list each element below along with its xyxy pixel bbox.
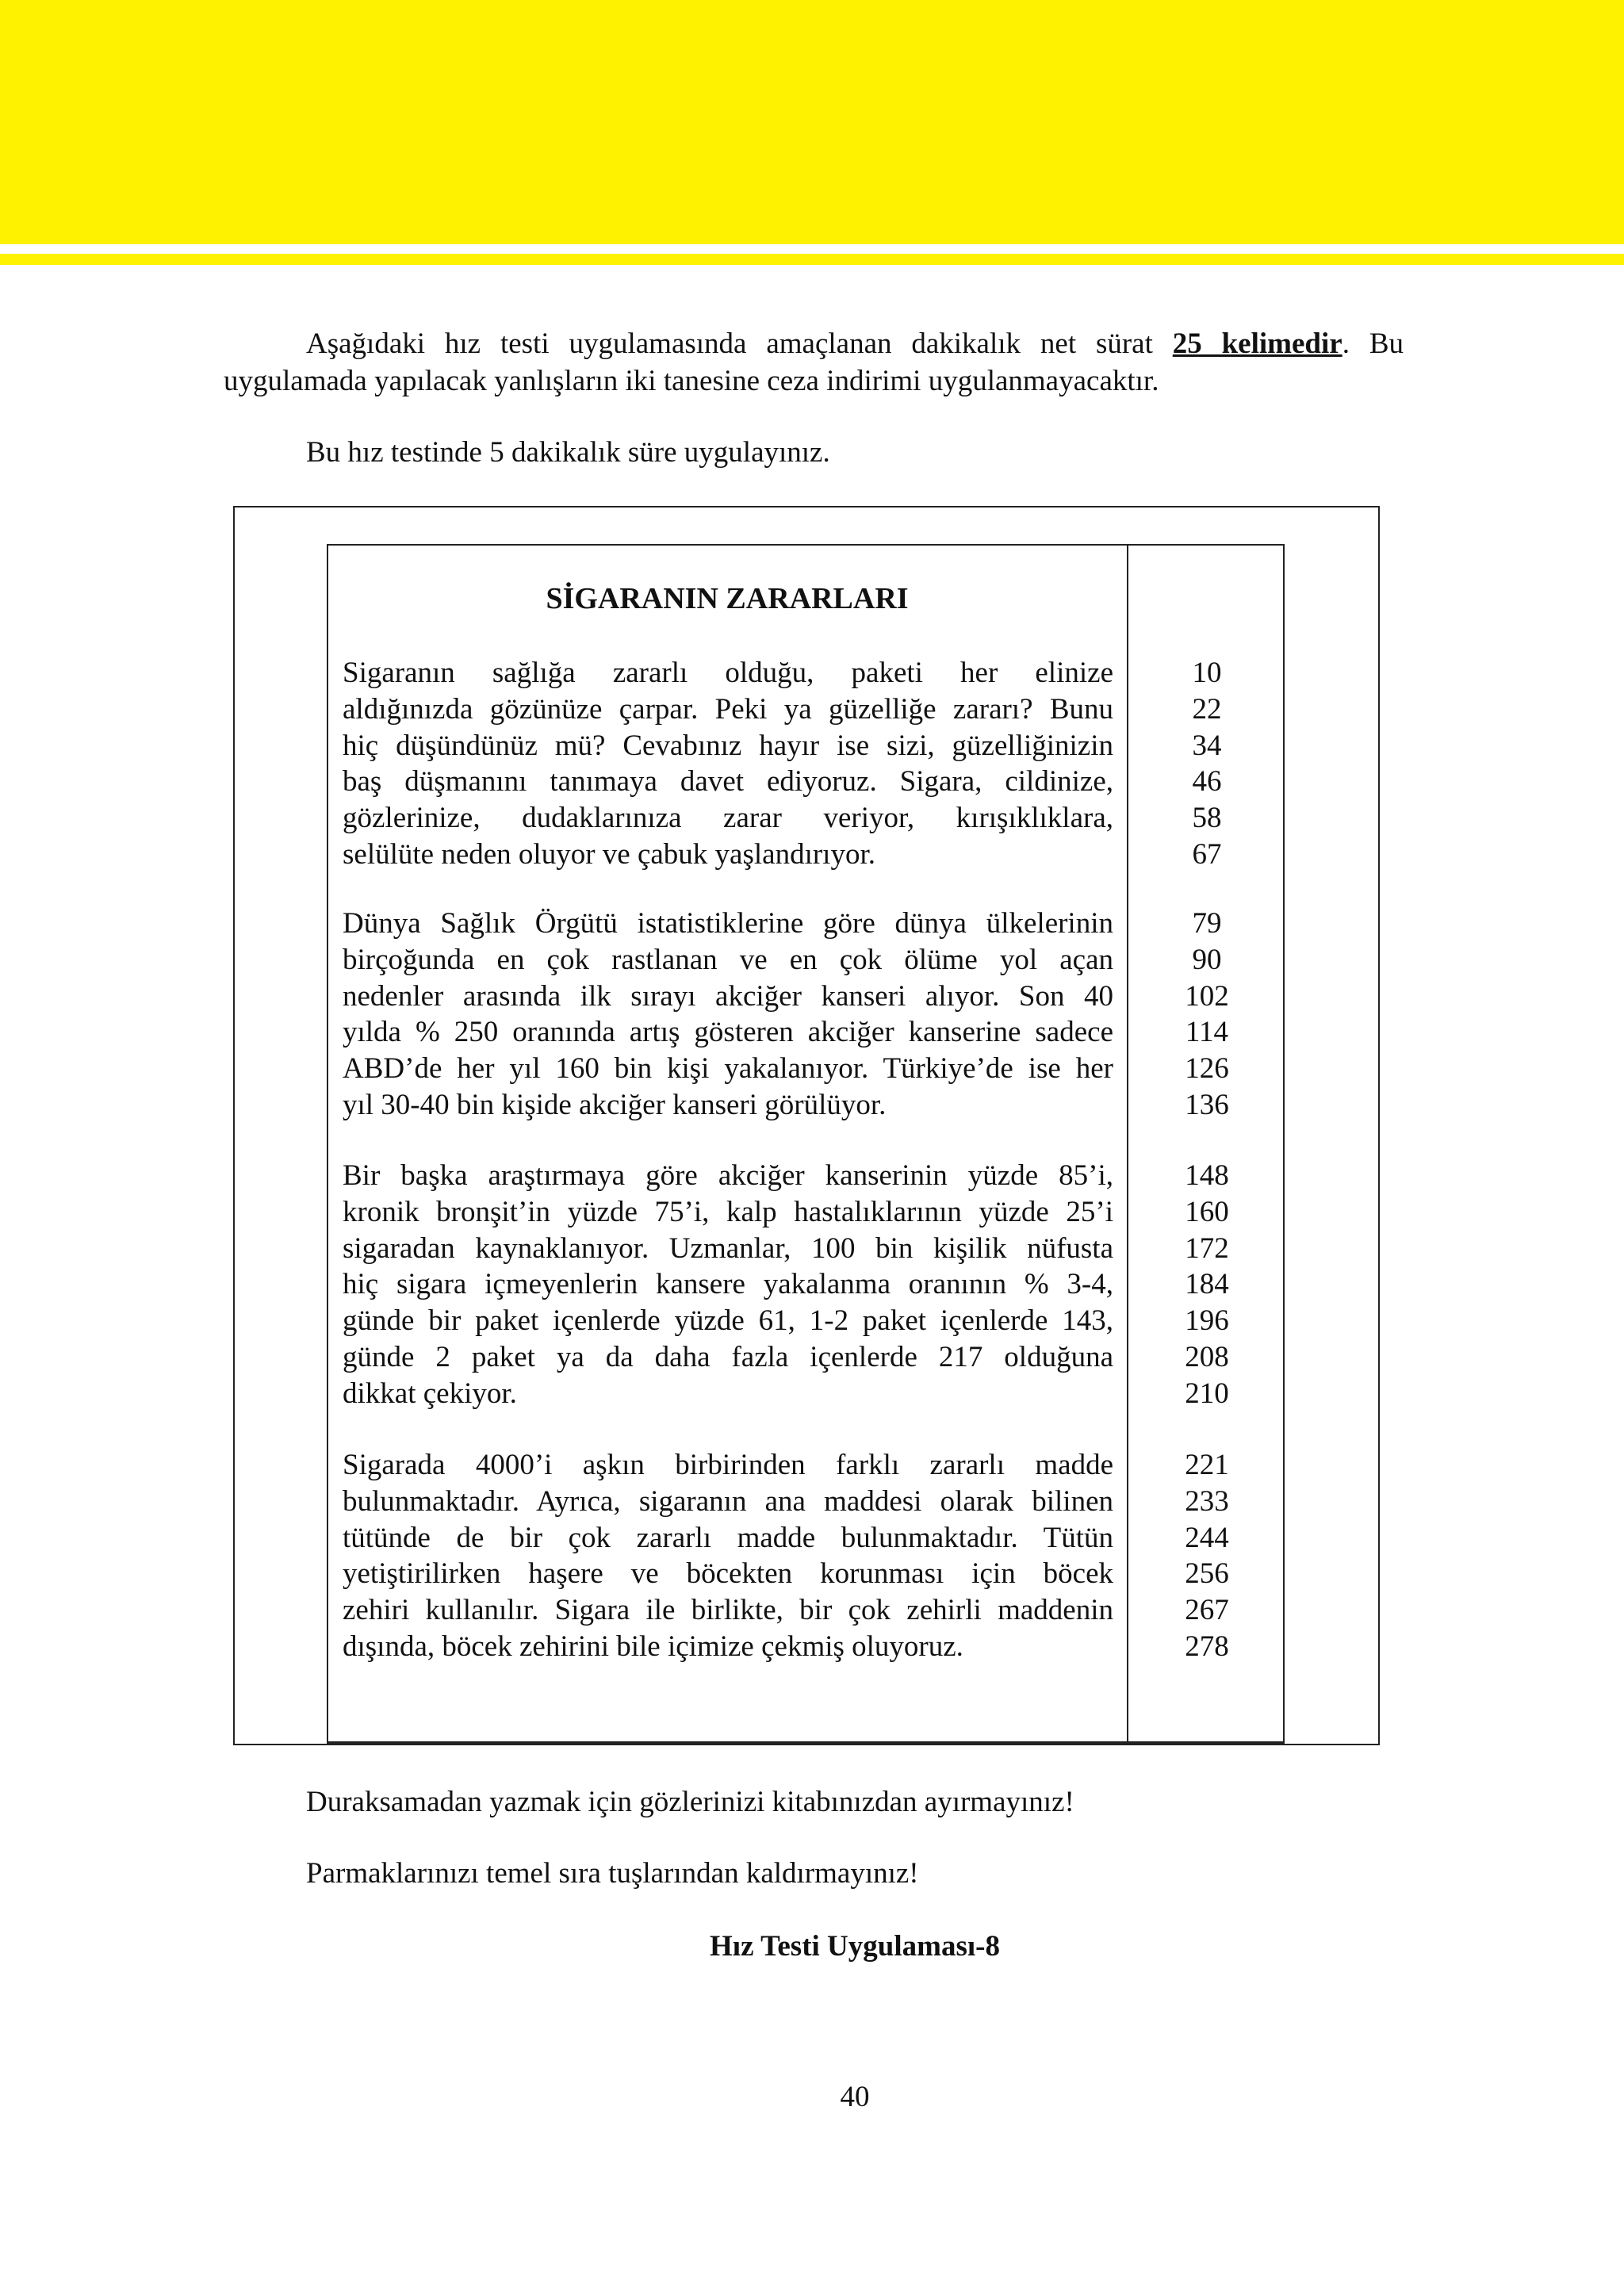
word-count: 256: [1185, 1557, 1229, 1591]
passage-line: yıl 30-40 bin kişide akciğer kanseri görülüyor.: [343, 1088, 887, 1121]
word-count: 46: [1192, 765, 1222, 799]
word-count: 208: [1185, 1340, 1229, 1373]
header-stripe: [0, 254, 1624, 265]
header-color-band: [0, 0, 1624, 244]
target-speed: 25 kelimedir: [1172, 327, 1342, 360]
passage-line: birçoğunda en çok rastlanan ve en çok ölüme yol açan: [343, 943, 1113, 976]
word-count: 102: [1185, 979, 1229, 1013]
word-count-group: [1129, 1447, 1285, 1665]
passage-line: sigaradan kaynaklanıyor. Uzmanlar, 100 bin kişilik nüfusta: [343, 1231, 1113, 1265]
passage-line: Bir başka araştırmaya göre akciğer kanserinin yüzde 85’i,: [343, 1159, 1113, 1192]
word-count: 278: [1185, 1630, 1229, 1663]
test-text-title: SİGARANIN ZARARLARI: [546, 582, 909, 615]
passage-line: ABD’de her yıl 160 bin kişi yakalanıyor. Türkiye’de ise her: [343, 1052, 1113, 1086]
word-count: 244: [1185, 1521, 1229, 1554]
duration-instruction: Bu hız testinde 5 dakikalık süre uygulayınız.: [306, 436, 830, 469]
word-count: 136: [1185, 1088, 1229, 1121]
passage-line: zehiri kullanılır. Sigara ile birlikte, bir çok zehirli maddenin: [343, 1594, 1113, 1627]
word-count: 10: [1192, 657, 1222, 689]
passage-line: Sigaranın sağlığa zararlı olduğu, paketi her elinize: [343, 657, 1113, 689]
passage-line: hiç düşündünüz mü? Cevabınız hayır ise sizi, güzelliğinizin: [343, 729, 1113, 762]
passage-line: nedenler arasında ilk sırayı akciğer kanseri alıyor. Son 40: [343, 979, 1113, 1013]
passage-paragraph: [343, 1447, 1113, 1665]
word-count: 160: [1185, 1195, 1229, 1228]
passage-paragraph: [343, 655, 1113, 873]
passage-line: yetiştirilirken haşere ve böcekten korunması için böcek: [343, 1557, 1113, 1591]
word-count: 90: [1192, 943, 1222, 976]
passage-line: Sigarada 4000’i aşkın birbirinden farklı zararlı madde: [343, 1449, 1113, 1481]
word-count: 196: [1185, 1304, 1229, 1338]
passage-line: yılda % 250 oranında artış gösteren akciğer kanserine sadece: [343, 1016, 1113, 1049]
word-count-column-divider: [1127, 544, 1128, 1745]
word-count: 221: [1185, 1449, 1229, 1481]
word-count-group: [1129, 906, 1285, 1124]
word-count: 267: [1185, 1594, 1229, 1627]
word-count: 79: [1192, 907, 1222, 940]
passage-line: dikkat çekiyor.: [343, 1377, 517, 1410]
test-frame-bottom-rule: [327, 1741, 1285, 1745]
passage-line: hiç sigara içmeyenlerin kansere yakalanma oranının % 3-4,: [343, 1268, 1113, 1301]
page-number: 40: [840, 2081, 870, 2113]
passage-line: günde bir paket içenlerde yüzde 61, 1-2 paket içenlerde 143,: [343, 1304, 1113, 1338]
word-count: 233: [1185, 1484, 1229, 1518]
passage-line: günde 2 paket ya da daha fazla içenlerde 217 olduğuna: [343, 1340, 1113, 1373]
passage-line: Dünya Sağlık Örgütü istatistiklerine göre dünya ülkelerinin: [343, 907, 1113, 940]
passage-line: aldığınızda gözünüze çarpar. Peki ya güzelliğe zararı? Bunu: [343, 692, 1113, 726]
word-count: 114: [1185, 1016, 1229, 1049]
passage-line: kronik bronşit’in yüzde 75’i, kalp hastalıklarının yüzde 25’i: [343, 1195, 1113, 1228]
instruction-eyes: Duraksamadan yazmak için gözlerinizi kitabınızdan ayırmayınız!: [306, 1786, 1074, 1818]
passage-paragraph: [343, 1158, 1113, 1412]
exercise-caption: Hız Testi Uygulaması-8: [710, 1930, 1000, 1963]
passage-line: selülüte neden oluyor ve çabuk yaşlandırıyor.: [343, 837, 875, 871]
intro-text-end: . Bu uygulamada yapılacak yanlışların iki tanesine ceza indirimi uygulanmayacaktır.: [224, 327, 1404, 397]
word-count: 58: [1192, 802, 1222, 835]
word-count: 210: [1185, 1377, 1229, 1410]
instruction-fingers: Parmaklarınızı temel sıra tuşlarından kaldırmayınız!: [306, 1857, 919, 1890]
word-count-group: [1129, 655, 1285, 873]
passage-line: dışında, böcek zehirini bile içimize çekmiş oluyoruz.: [343, 1630, 963, 1663]
passage-paragraph: [343, 906, 1113, 1124]
word-count: 148: [1185, 1159, 1229, 1192]
passage-line: gözlerinize, dudaklarınıza zarar veriyor, kırışıklıklara,: [343, 802, 1113, 835]
intro-paragraph: [224, 325, 1404, 400]
word-count: 22: [1192, 692, 1222, 726]
word-count: 172: [1185, 1231, 1229, 1265]
word-count: 184: [1185, 1268, 1229, 1301]
passage-line: tütünde de bir çok zararlı madde bulunmaktadır. Tütün: [343, 1521, 1113, 1554]
word-count-group: [1129, 1158, 1285, 1412]
word-count: 34: [1192, 729, 1222, 762]
word-count: 126: [1185, 1052, 1229, 1086]
word-count: 67: [1192, 837, 1222, 871]
passage-line: baş düşmanını tanımaya davet ediyoruz. Sigara, cildinize,: [343, 765, 1113, 799]
passage-line: bulunmaktadır. Ayrıca, sigaranın ana maddesi olarak bilinen: [343, 1484, 1113, 1518]
intro-text-start: Aşağıdaki hız testi uygulamasında amaçlanan dakikalık net sürat: [306, 327, 1173, 360]
